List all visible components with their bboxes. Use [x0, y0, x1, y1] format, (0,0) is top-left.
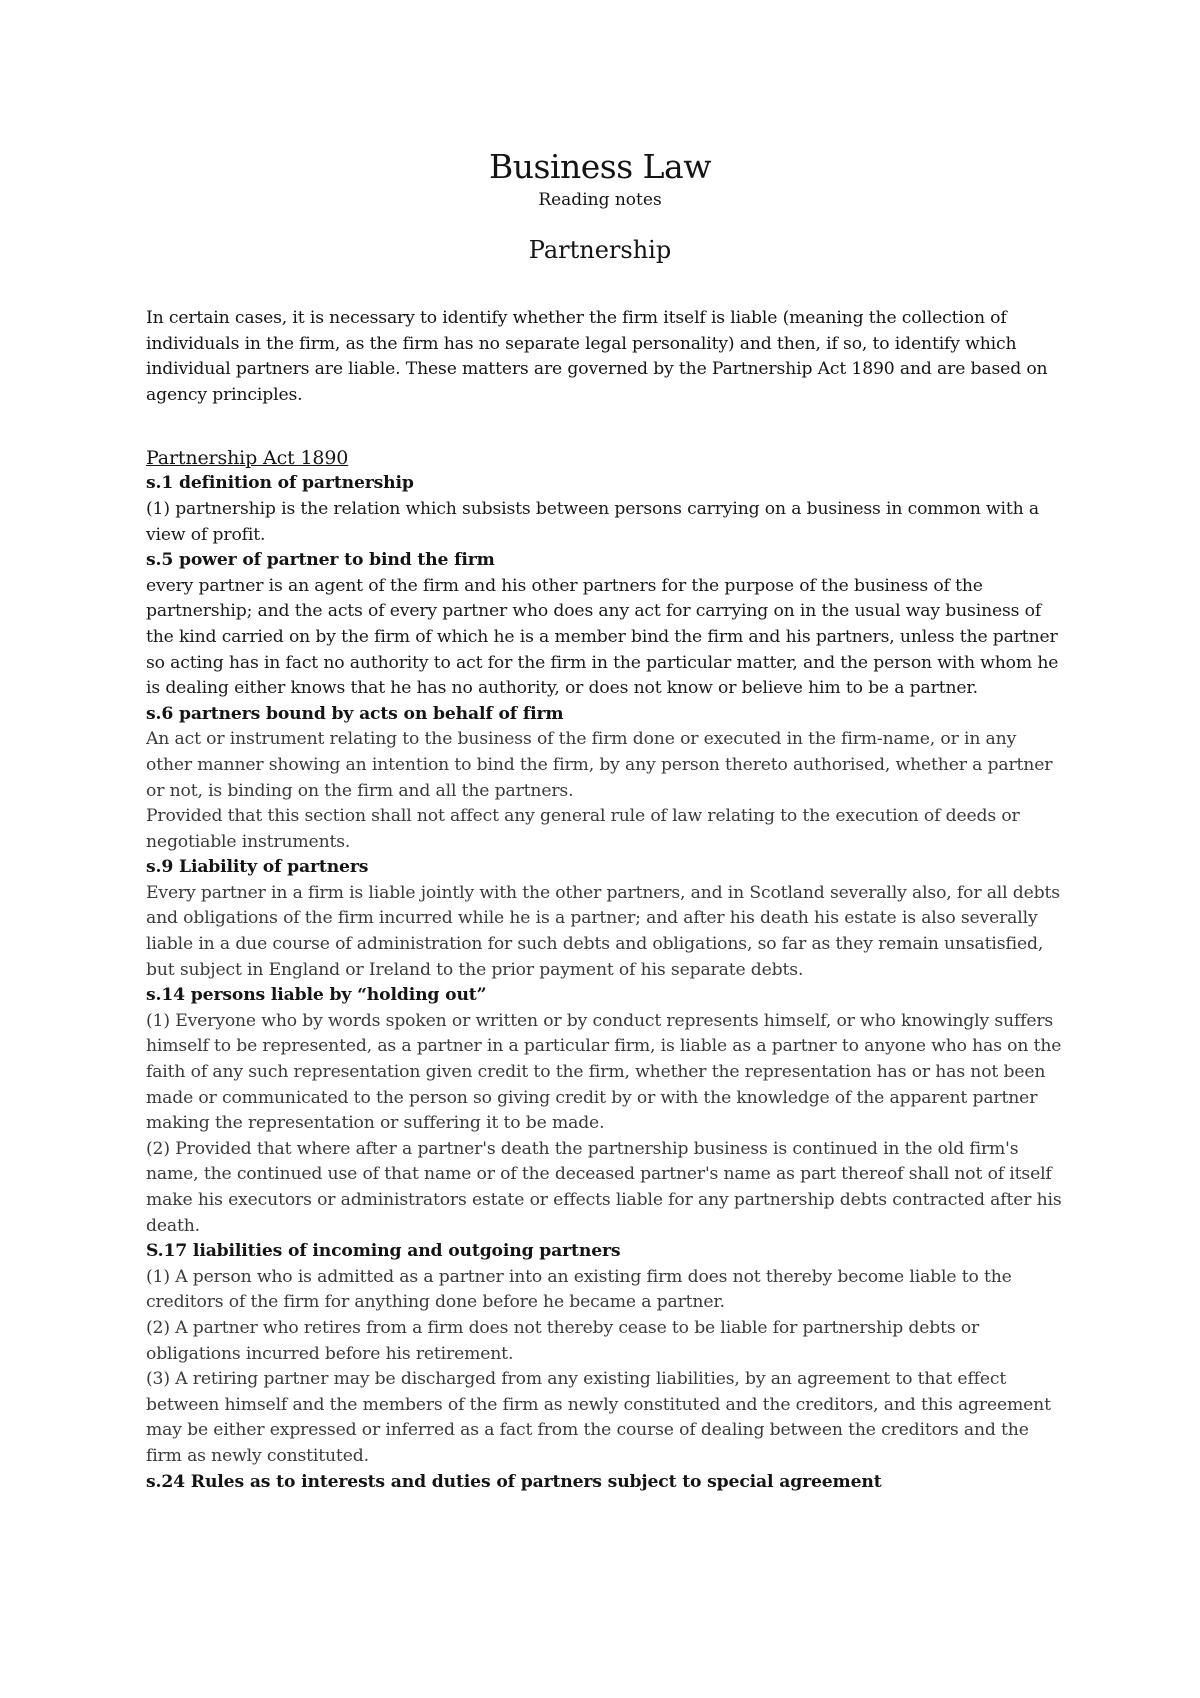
section-title: s.6 partners bound by acts on behalf of firm — [146, 703, 564, 724]
section-paragraph: Every partner in a firm is liable jointly with the other partners, and in Scotland severally also, for all debts and obligations of the firm incurred while he is a partner; and after his death his estate is also severally liable in a due course of administration for such debts and obligations, so far as they remain unsatisfied, but subject in England or Ireland to the prior payment of his separate debts. — [146, 882, 1060, 980]
section-title: s.14 persons liable by “holding out” — [146, 985, 487, 1006]
document-title: Business Law — [489, 147, 711, 186]
section-paragraph: An act or instrument relating to the business of the firm done or executed in the firm-name, or in any other manner showing an intention to bind the firm, by any person thereto authorised, whether a partner or not, is binding on the firm and all the partners. — [146, 729, 1053, 801]
section-s6 — [146, 702, 1066, 856]
section-title: s.1 definition of partnership — [146, 473, 414, 494]
act-title: Partnership Act 1890 — [146, 447, 349, 470]
section-title: s.9 Liability of partners — [146, 857, 369, 878]
section-s9 — [146, 855, 1066, 983]
section-paragraph: Provided that this section shall not affect any general rule of law relating to the execution of deeds or negotiable instruments. — [146, 806, 1020, 852]
section-s1 — [146, 471, 1066, 548]
section-s5 — [146, 548, 1066, 702]
document-body — [146, 306, 1066, 1495]
title-block — [0, 146, 1200, 266]
section-s14 — [146, 983, 1066, 1239]
intro-paragraph: In certain cases, it is necessary to identify whether the firm itself is liable (meaning the collection of individuals in the firm, as the firm has no separate legal personality) and then, if so, to identify which individual partners are liable. These matters are governed by the Partnership Act 1890 and are based on agency principles. — [146, 308, 1048, 405]
section-paragraph: (2) A partner who retires from a firm does not thereby cease to be liable for partnership debts or obligations incurred before his retirement. — [146, 1317, 980, 1364]
section-title: s.24 Rules as to interests and duties of partners subject to special agreement — [146, 1471, 882, 1492]
section-title: S.17 liabilities of incoming and outgoing partners — [146, 1241, 621, 1262]
section-s17 — [146, 1239, 1066, 1469]
section-paragraph: (2) Provided that where after a partner's death the partnership business is continued in the old firm's name, the continued use of that name or of the deceased partner's name as part thereof shall not of itself make his executors or administrators estate or effects liable for any partnership debts contracted after his death. — [146, 1138, 1062, 1236]
section-heading: Partnership — [528, 236, 672, 264]
section-paragraph: (1) partnership is the relation which subsists between persons carrying on a business in common with a view of profit. — [146, 498, 1039, 545]
section-paragraph: (1) A person who is admitted as a partner into an existing firm does not thereby become liable to the creditors of the firm for anything done before he became a partner. — [146, 1266, 1012, 1313]
section-paragraph: (3) A retiring partner may be discharged from any existing liabilities, by an agreement to that effect between himself and the members of the firm as newly constituted and the creditors, and this agreement may be either expressed or inferred as a fact from the course of dealing between the creditors and the firm as newly constituted. — [146, 1369, 1051, 1466]
document-subtitle: Reading notes — [538, 190, 662, 210]
section-paragraph: every partner is an agent of the firm and his other partners for the purpose of the business of the partnership; and the acts of every partner who does any act for carrying on in the usual way business of the kind carried on by the firm of which he is a member bind the firm and his partners, unless the partner so acting has in fact no authority to act for the firm in the particular matter, and the person with whom he is dealing either knows that he has no authority, or does not know or believe him to be a partner. — [146, 575, 1059, 699]
section-paragraph: (1) Everyone who by words spoken or written or by conduct represents himself, or who knowingly suffers himself to be represented, as a partner in a particular firm, is liable as a partner to anyone who has on the faith of any such representation given credit to the firm, whether the representation has or has not been made or communicated to the person so giving credit by or with the knowledge of the apparent partner making the representation or suffering it to be made. — [146, 1010, 1062, 1134]
section-s24 — [146, 1470, 1066, 1496]
section-title: s.5 power of partner to bind the firm — [146, 550, 495, 571]
